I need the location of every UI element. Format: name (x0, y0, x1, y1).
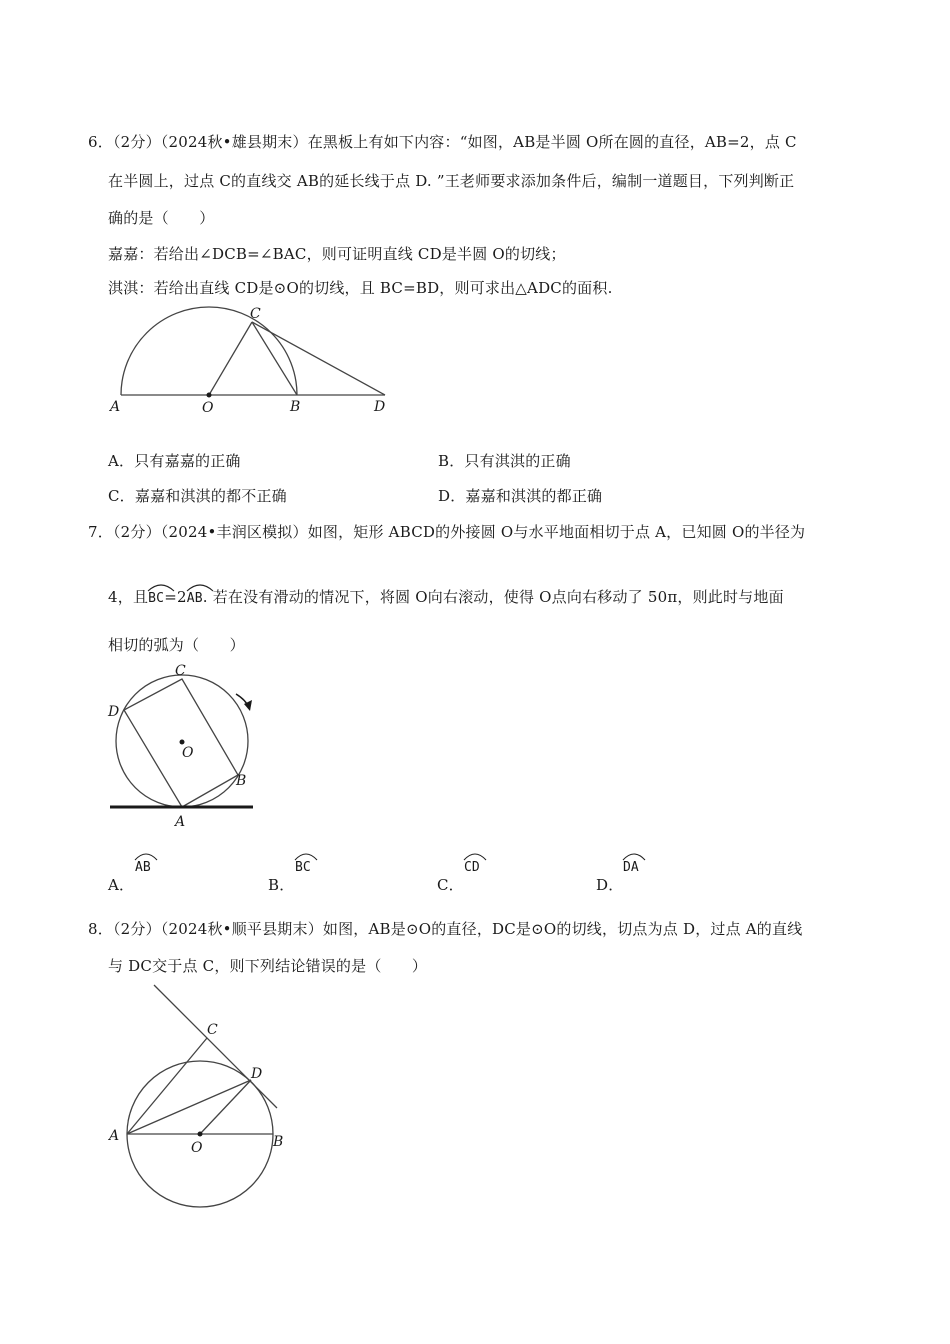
q8-label-o: O (191, 1140, 203, 1156)
q7-option-d-arc: DA (623, 860, 639, 875)
q6-line-5: 淇淇：若给出直线 CD是⊙O的切线，且 BC=BD，则可求出△ADC的面积. (108, 279, 613, 297)
q7-line-2-mid: =2 (164, 588, 187, 606)
q7-label-d: D (108, 704, 120, 720)
q8-line-1: 8．（2分）（2024秋•顺平县期末）如图，AB是⊙O的直径，DC是⊙O的切线，切点为点 D，过点 A的直线 (88, 920, 803, 938)
q7-option-d-letter: D． (596, 876, 624, 894)
q8-label-a: A (109, 1128, 120, 1144)
q7-arc-ab: AB (187, 591, 203, 606)
q7-option-a-arc: AB (135, 860, 151, 875)
q8-label-c: C (207, 1022, 218, 1038)
q7-option-c-arc: CD (464, 860, 480, 875)
q6-label-b: B (290, 399, 301, 415)
q7-option-a-letter: A． (108, 876, 135, 894)
q8-label-d: D (251, 1066, 263, 1082)
q6-label-c: C (250, 306, 261, 322)
q6-line-2: 在半圆上，过点 C的直线交 AB的延长线于点 D. ”王老师要求添加条件后，编制一道题目，下列判断正 (108, 172, 795, 190)
q7-label-b: B (236, 773, 247, 789)
q7-option-b-letter: B． (268, 876, 295, 894)
q7-line-1: 7．（2分）（2024•丰润区模拟）如图，矩形 ABCD的外接圆 O与水平地面相切于点 A，已知圆 O的半径为 (88, 523, 806, 541)
q7-line-2-post: . 若在没有滑动的情况下，将圆 O向右滚动，使得 O点向右移动了 50π，则此时与地面 (202, 588, 784, 606)
q6-line-4: 嘉嘉：若给出∠DCB=∠BAC，则可证明直线 CD是半圆 O的切线； (108, 245, 566, 263)
q8-label-b: B (273, 1134, 284, 1150)
q6-label-a: A (110, 399, 121, 415)
q7-label-o: O (182, 745, 194, 761)
q7-line-3: 相切的弧为（ ） (108, 636, 245, 654)
q7-label-a: A (175, 814, 186, 830)
q7-line-2-pre: 4，且 (108, 588, 149, 606)
q7-arc-bc: BC (148, 591, 164, 606)
q7-label-c: C (175, 663, 186, 679)
q6-option-c: C．嘉嘉和淇淇的都不正确 (108, 487, 287, 505)
q6-line-3: 确的是（ ） (108, 209, 215, 227)
q6-label-o: O (202, 400, 214, 416)
q6-option-b: B．只有淇淇的正确 (438, 452, 571, 470)
q7-option-c-letter: C． (437, 876, 464, 894)
q6-line-1: 6．（2分）（2024秋•雄县期末）在黑板上有如下内容：“如图，AB是半圆 O所在圆的直径，AB=2，点 C (88, 133, 797, 151)
q6-option-d: D．嘉嘉和淇淇的都正确 (438, 487, 603, 505)
q8-line-2: 与 DC交于点 C，则下列结论错误的是（ ） (108, 957, 428, 975)
q7-option-b-arc: BC (295, 860, 311, 875)
q6-label-d: D (374, 399, 386, 415)
q6-option-a: A．只有嘉嘉的正确 (108, 452, 241, 470)
